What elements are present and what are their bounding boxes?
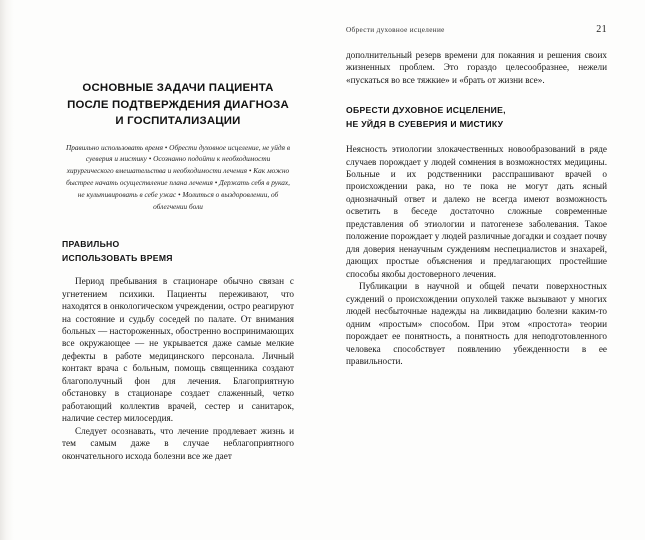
paragraph: Публикации в научной и общей печати поверхностных суждений о происхождении опухолей также вызывают у многих людей несбыточные надежды на ликвидацию болезни каким-то одним «простым» способом. При этом «простота» теории порождает ее понятность, а понятность для неподготовленного человека способствует появлению убежденности в ее правильности. <box>346 281 607 366</box>
chapter-title-line-2: ПОСЛЕ ПОДТВЕРЖДЕНИЯ ДИАГНОЗА <box>67 98 289 111</box>
paragraph: дополнительный резерв времени для покаяния и решения своих жизненных проблем. Это гораздо целесообразнее, нежели «пускаться во все тяжкие» и «брать от жизни все». <box>346 50 607 85</box>
chapter-title <box>62 80 294 130</box>
running-head <box>346 24 607 35</box>
chapter-title-line-3: И ГОСПИТАЛИЗАЦИИ <box>115 115 241 128</box>
section-heading-line-1: ОБРЕСТИ ДУХОВНОЕ ИСЦЕЛЕНИЕ, <box>346 105 506 116</box>
chapter-epigraph: Правильно использовать время • Обрести духовное исцеление, не уйдя в суеверия и мистику • Осознанно подойти к необходимости хирургического вмешательства и необходимости лечения • Как можно быстрее начать осуществление плана лечения • Держать себя в руках, не культивировать в себе ужас • Молиться о выздоровлении, об облегчении боли <box>65 142 290 211</box>
paragraph: Период пребывания в стационаре обычно связан с угнетением психики. Пациенты переживают, что находятся в онкологическом учреждении, остро реагируют на состояние и судьбу соседей по палате. От внимания больных — настороженных, обостренно воспринимающих все окружающее — не укрывается даже самые мелкие дефекты в работе медицинского персонала. Личный контакт врача с больным, помощь священника создают благополучный фон для лечения. Благоприятную обстановку в стационаре создает слаженный, четко работающий коллектив врачей, сестер и санитарок, наличие сестер милосердия. <box>62 276 294 424</box>
section-heading-line-2: ИСПОЛЬЗОВАТЬ ВРЕМЯ <box>62 252 173 263</box>
section-heading-spiritual-healing <box>346 104 607 131</box>
paragraph: Следует осознавать, что лечение продлевает жизнь и тем самым даже в случае неблагоприятного окончательного исхода болезни все же дает <box>62 425 294 461</box>
left-column <box>0 0 322 540</box>
page-number: 21 <box>596 24 607 35</box>
section-heading-line-2: НЕ УЙДЯ В СУЕВЕРИЯ И МИСТИКУ <box>346 118 504 129</box>
paragraph: Неясность этиологии злокачественных новообразований в ряде случаев порождает у людей сомнения в возможностях медицины. Больные и их родственники расспрашивают врачей о происхождении рака, но те пока не могут дать ясный однозначный ответ и далеко не всегда имеют возможность осветить в беседе достаточно сложные современные представления об этиологии и патогенезе заболевания. Такое положение порождает у людей различные догадки и создает почву для доверия ненаучным суждениям неспециалистов и знахарей, дающих простые объяснения и предлагающих простейшие способы якобы достоверного лечения. <box>346 144 608 279</box>
chapter-title-line-1: ОСНОВНЫЕ ЗАДАЧИ ПАЦИЕНТА <box>82 82 274 94</box>
running-head-title: Обрести духовное исцеление <box>346 26 445 34</box>
section-heading-line-1: ПРАВИЛЬНО <box>62 239 120 250</box>
section-heading-proper-use-of-time <box>62 238 294 265</box>
right-column <box>322 0 645 540</box>
